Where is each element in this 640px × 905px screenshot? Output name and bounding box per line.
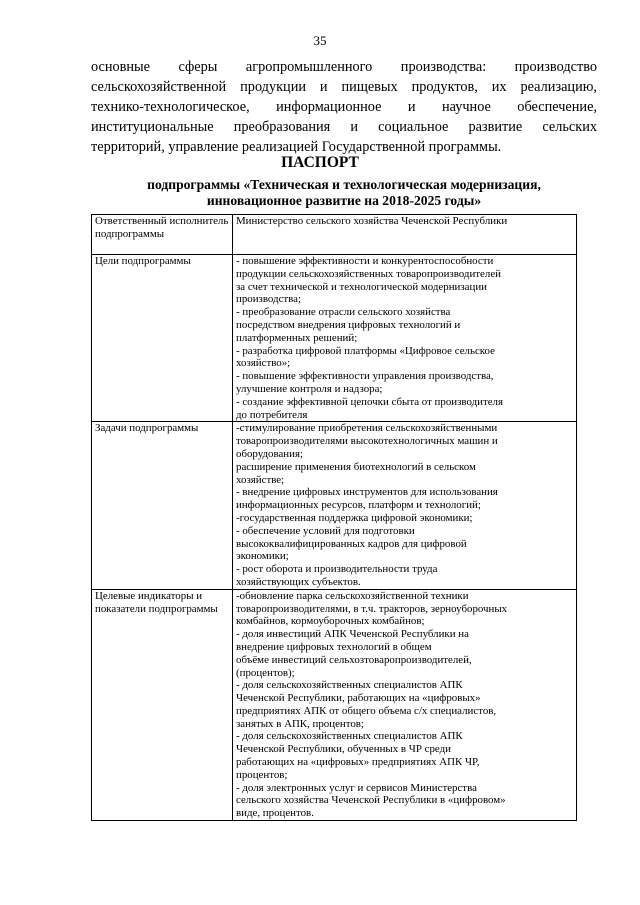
task-line: - рост оборота и производительности труда bbox=[236, 563, 438, 576]
indicator-line: предприятиях АПК от общего объема с/х специалистов, bbox=[236, 704, 497, 717]
passport-subtitle-line: подпрограммы «Техническая и технологическая модернизация, bbox=[147, 177, 541, 192]
label-goals: Цели подпрограммы bbox=[92, 255, 233, 422]
goal-line: улучшение контроля и надзора; bbox=[236, 382, 383, 395]
value-indicators bbox=[233, 589, 577, 820]
goal-line: посредством внедрения цифровых технологий и bbox=[236, 318, 461, 331]
task-line: высококвалифицированных кадров для цифровой bbox=[236, 537, 467, 550]
task-line: - внедрение цифровых инструментов для использования bbox=[236, 486, 498, 499]
indicator-line: работающих на «цифровых» предприятиях АПК ЧР, bbox=[236, 756, 480, 769]
indicator-line: занятых в АПК, процентов; bbox=[236, 717, 364, 730]
indicator-line: товаропроизводителями, в т.ч. тракторов, зерноуборочных bbox=[236, 602, 508, 615]
task-line: информационных ресурсов, платформ и технологий; bbox=[236, 499, 481, 512]
table-row bbox=[92, 215, 577, 255]
indicator-line: - доля инвестиций АПК Чеченской Республики на bbox=[236, 628, 469, 641]
task-line: расширение применения биотехнологий в сельском bbox=[236, 460, 476, 473]
indicator-line: - доля сельскохозяйственных специалистов АПК bbox=[236, 730, 463, 743]
indicator-line: Чеченской Республики, обученных в ЧР среди bbox=[236, 743, 451, 756]
label-indicators: Целевые индикаторы и показатели подпрограммы bbox=[92, 589, 233, 820]
value-tasks bbox=[233, 422, 577, 589]
value-responsible-executor: Министерство сельского хозяйства Чеченской Республики bbox=[233, 215, 577, 255]
indicator-line: виде, процентов. bbox=[236, 807, 314, 820]
goal-line: платформенных решений; bbox=[236, 331, 358, 344]
goal-line: - повышение эффективности управления производства, bbox=[236, 370, 494, 383]
page-number: 35 bbox=[313, 33, 327, 48]
indicator-line: -обновление парка сельскохозяйственной техники bbox=[236, 589, 469, 602]
goal-line: хозяйство»; bbox=[236, 357, 291, 370]
goal-line: до потребителя bbox=[236, 408, 308, 421]
goal-line: за счет технической и технологической модернизации bbox=[236, 280, 487, 293]
indicator-line: процентов; bbox=[236, 768, 288, 781]
passport-subtitle bbox=[91, 177, 597, 209]
intro-line: сельскохозяйственной продукции и пищевых продуктов, их реализацию, bbox=[91, 79, 597, 95]
intro-line: основные сферы агропромышленного производства: производство bbox=[91, 59, 597, 75]
goal-line: - повышение эффективности и конкурентоспособности bbox=[236, 255, 494, 267]
indicator-line: объёме инвестиций сельхозтоваропроизводителей, bbox=[236, 653, 472, 666]
passport-table bbox=[91, 214, 577, 821]
intro-line: технико-технологическое, информационное и научное обеспечение, bbox=[91, 99, 597, 115]
table-row bbox=[92, 255, 577, 422]
table-row bbox=[92, 589, 577, 820]
goal-line: - разработка цифровой платформы «Цифровое сельское bbox=[236, 344, 495, 357]
indicator-line: комбайнов, кормоуборочных комбайнов; bbox=[236, 615, 425, 628]
goal-line: продукции сельскохозяйственных товаропроизводителей bbox=[236, 267, 501, 280]
task-line: хозяйствующих субъектов. bbox=[236, 575, 361, 588]
task-line: хозяйстве; bbox=[236, 473, 285, 486]
indicator-line: Чеченской Республики, работающих на «цифровых» bbox=[236, 692, 481, 705]
task-line: -стимулирование приобретения сельскохозяйственными bbox=[236, 422, 498, 435]
goal-line: - преобразование отрасли сельского хозяйства bbox=[236, 306, 451, 319]
passport-title: ПАСПОРТ bbox=[281, 154, 359, 171]
task-line: оборудования; bbox=[236, 447, 304, 460]
goal-line: производства; bbox=[236, 293, 302, 306]
intro-line: институциональные преобразования и социальное развитие сельских bbox=[91, 119, 597, 135]
indicator-line: - доля сельскохозяйственных специалистов АПК bbox=[236, 679, 463, 692]
value-goals bbox=[233, 255, 577, 422]
task-line: экономики; bbox=[236, 550, 289, 563]
indicator-line: - доля электронных услуг и сервисов Министерства bbox=[236, 781, 477, 794]
table-row bbox=[92, 422, 577, 589]
indicator-line: (процентов); bbox=[236, 666, 295, 679]
intro-line: территорий, управление реализацией Государственной программы. bbox=[91, 139, 502, 155]
task-line: -государственная поддержка цифровой экономики; bbox=[236, 511, 473, 524]
indicator-line: сельского хозяйства Чеченской Республики в «цифровом» bbox=[236, 794, 506, 807]
label-tasks: Задачи подпрограммы bbox=[92, 422, 233, 589]
indicator-line: внедрение цифровых технологий в общем bbox=[236, 640, 432, 653]
goal-line: - создание эффективной цепочки сбыта от производителя bbox=[236, 395, 504, 408]
task-line: - обеспечение условий для подготовки bbox=[236, 524, 415, 537]
passport-subtitle-line: инновационное развитие на 2018-2025 годы» bbox=[206, 193, 482, 208]
task-line: товаропроизводителями высокотехнологичных машин и bbox=[236, 435, 498, 448]
intro-paragraph bbox=[91, 57, 597, 157]
label-responsible-executor: Ответственный исполнитель подпрограммы bbox=[92, 215, 233, 255]
